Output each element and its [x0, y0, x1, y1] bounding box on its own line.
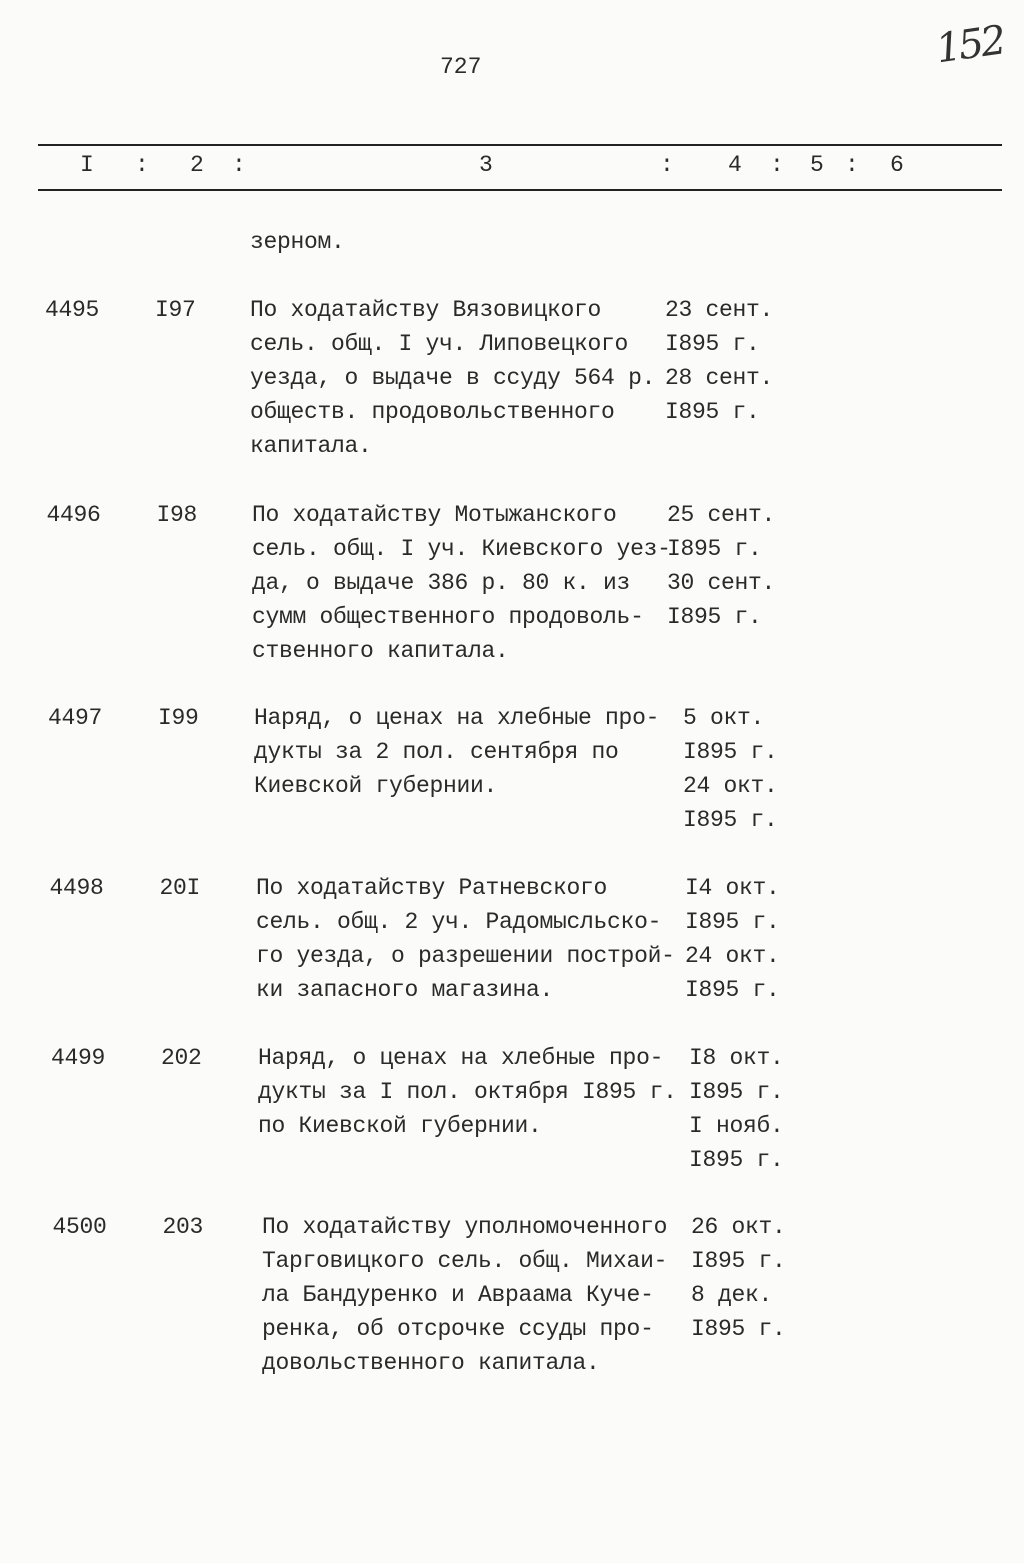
column-separator: : — [232, 152, 246, 178]
entry-dates — [667, 498, 775, 634]
column-separator: : — [135, 152, 149, 178]
entry-description — [250, 293, 655, 463]
handwritten-folio-number: 152 — [933, 17, 1007, 73]
date-line: 28 сент. — [665, 365, 774, 391]
entry-dates — [691, 1210, 786, 1346]
entry-number: 4499 — [51, 1045, 106, 1071]
description-line: Наряд, о ценах на хлебные про- — [254, 705, 660, 731]
description-line: По ходатайству Мотыжанского — [252, 502, 617, 528]
description-line: Киевской губернии. — [254, 773, 498, 799]
header-top-rule — [38, 144, 1002, 146]
entry-description — [262, 1210, 667, 1380]
entry-dates — [689, 1041, 784, 1177]
column-4-header: 4 — [728, 152, 742, 178]
column-2-header: 2 — [190, 152, 204, 178]
page-number: 727 — [440, 54, 482, 80]
entry-description — [256, 871, 675, 1007]
date-line: I895 г. — [665, 331, 760, 357]
entry-number: 4500 — [52, 1214, 107, 1240]
entry-description — [258, 1041, 677, 1143]
entry-dates — [685, 871, 780, 1007]
date-line: I4 окт. — [685, 875, 780, 901]
date-line: I895 г. — [685, 909, 780, 935]
date-line: I895 г. — [683, 739, 778, 765]
date-line: 5 окт. — [683, 705, 765, 731]
header-bottom-rule — [38, 189, 1002, 191]
description-line: Наряд, о ценах на хлебные про- — [258, 1045, 664, 1071]
date-line: I895 г. — [685, 977, 780, 1003]
description-line: дукты за 2 пол. сентября по — [254, 739, 619, 765]
inventory-number: 203 — [162, 1214, 204, 1240]
entry-description — [252, 498, 671, 668]
description-line: по Киевской губернии. — [258, 1113, 542, 1139]
date-line: 8 дек. — [691, 1282, 773, 1308]
date-line: I нояб. — [689, 1113, 784, 1139]
description-line: По ходатайству уполномоченного — [262, 1214, 668, 1240]
description-line: ренка, об отсрочке ссуды про- — [262, 1316, 654, 1342]
date-line: 30 сент. — [667, 570, 776, 596]
description-line: сель. общ. 2 уч. Радомысльско- — [256, 909, 662, 935]
entry-number: 4498 — [49, 875, 104, 901]
column-6-header: 6 — [890, 152, 904, 178]
date-line: 25 сент. — [667, 502, 776, 528]
date-line: 24 окт. — [685, 943, 780, 969]
description-line: сель. общ. I уч. Киевского уез- — [252, 536, 671, 562]
column-separator: : — [845, 152, 859, 178]
description-line: да, о выдаче 386 р. 80 к. из — [252, 570, 631, 596]
entry-description — [254, 701, 659, 803]
description-line: довольственного капитала. — [262, 1350, 600, 1376]
date-line: I895 г. — [691, 1316, 786, 1342]
description-line: По ходатайству Вязовицкого — [250, 297, 602, 323]
column-separator: : — [770, 152, 784, 178]
column-3-header: 3 — [479, 152, 493, 178]
entry-number: 4496 — [46, 502, 101, 528]
column-1-header: I — [80, 152, 94, 178]
continuation-text: зерном. — [250, 229, 345, 255]
inventory-number: I98 — [156, 502, 198, 528]
description-line: сель. общ. I уч. Липовецкого — [250, 331, 629, 357]
inventory-number: 20I — [159, 875, 201, 901]
inventory-number: I97 — [155, 297, 196, 323]
description-line: го уезда, о разрешении построй- — [256, 943, 675, 969]
entry-dates — [683, 701, 778, 837]
description-line: ственного капитала. — [252, 638, 509, 664]
date-line: I895 г. — [683, 807, 778, 833]
description-line: ла Бандуренко и Авраама Куче- — [262, 1282, 654, 1308]
inventory-number: 202 — [161, 1045, 202, 1071]
date-line: 24 окт. — [683, 773, 778, 799]
date-line: I895 г. — [667, 536, 762, 562]
date-line: I895 г. — [691, 1248, 786, 1274]
column-5-header: 5 — [810, 152, 824, 178]
date-line: 23 сент. — [665, 297, 774, 323]
description-line: капитала. — [250, 433, 372, 459]
description-line: ки запасного магазина. — [256, 977, 554, 1003]
description-line: сумм общественного продоволь- — [252, 604, 644, 630]
description-line: дукты за I пол. октября I895 г. — [258, 1079, 677, 1105]
entry-number: 4495 — [45, 297, 100, 323]
date-line: I8 окт. — [689, 1045, 784, 1071]
entry-number: 4497 — [48, 705, 103, 731]
date-line: 26 окт. — [691, 1214, 786, 1240]
inventory-number: I99 — [158, 705, 199, 731]
date-line: I895 г. — [689, 1079, 784, 1105]
description-line: уезда, о выдаче в ссуду 564 р. — [250, 365, 656, 391]
description-line: обществ. продовольственного — [250, 399, 615, 425]
description-line: По ходатайству Ратневского — [256, 875, 608, 901]
description-line: Тарговицкого сель. общ. Михаи- — [262, 1248, 668, 1274]
column-separator: : — [660, 152, 674, 178]
date-line: I895 г. — [667, 604, 762, 630]
entry-dates — [665, 293, 773, 429]
date-line: I895 г. — [689, 1147, 784, 1173]
date-line: I895 г. — [665, 399, 760, 425]
